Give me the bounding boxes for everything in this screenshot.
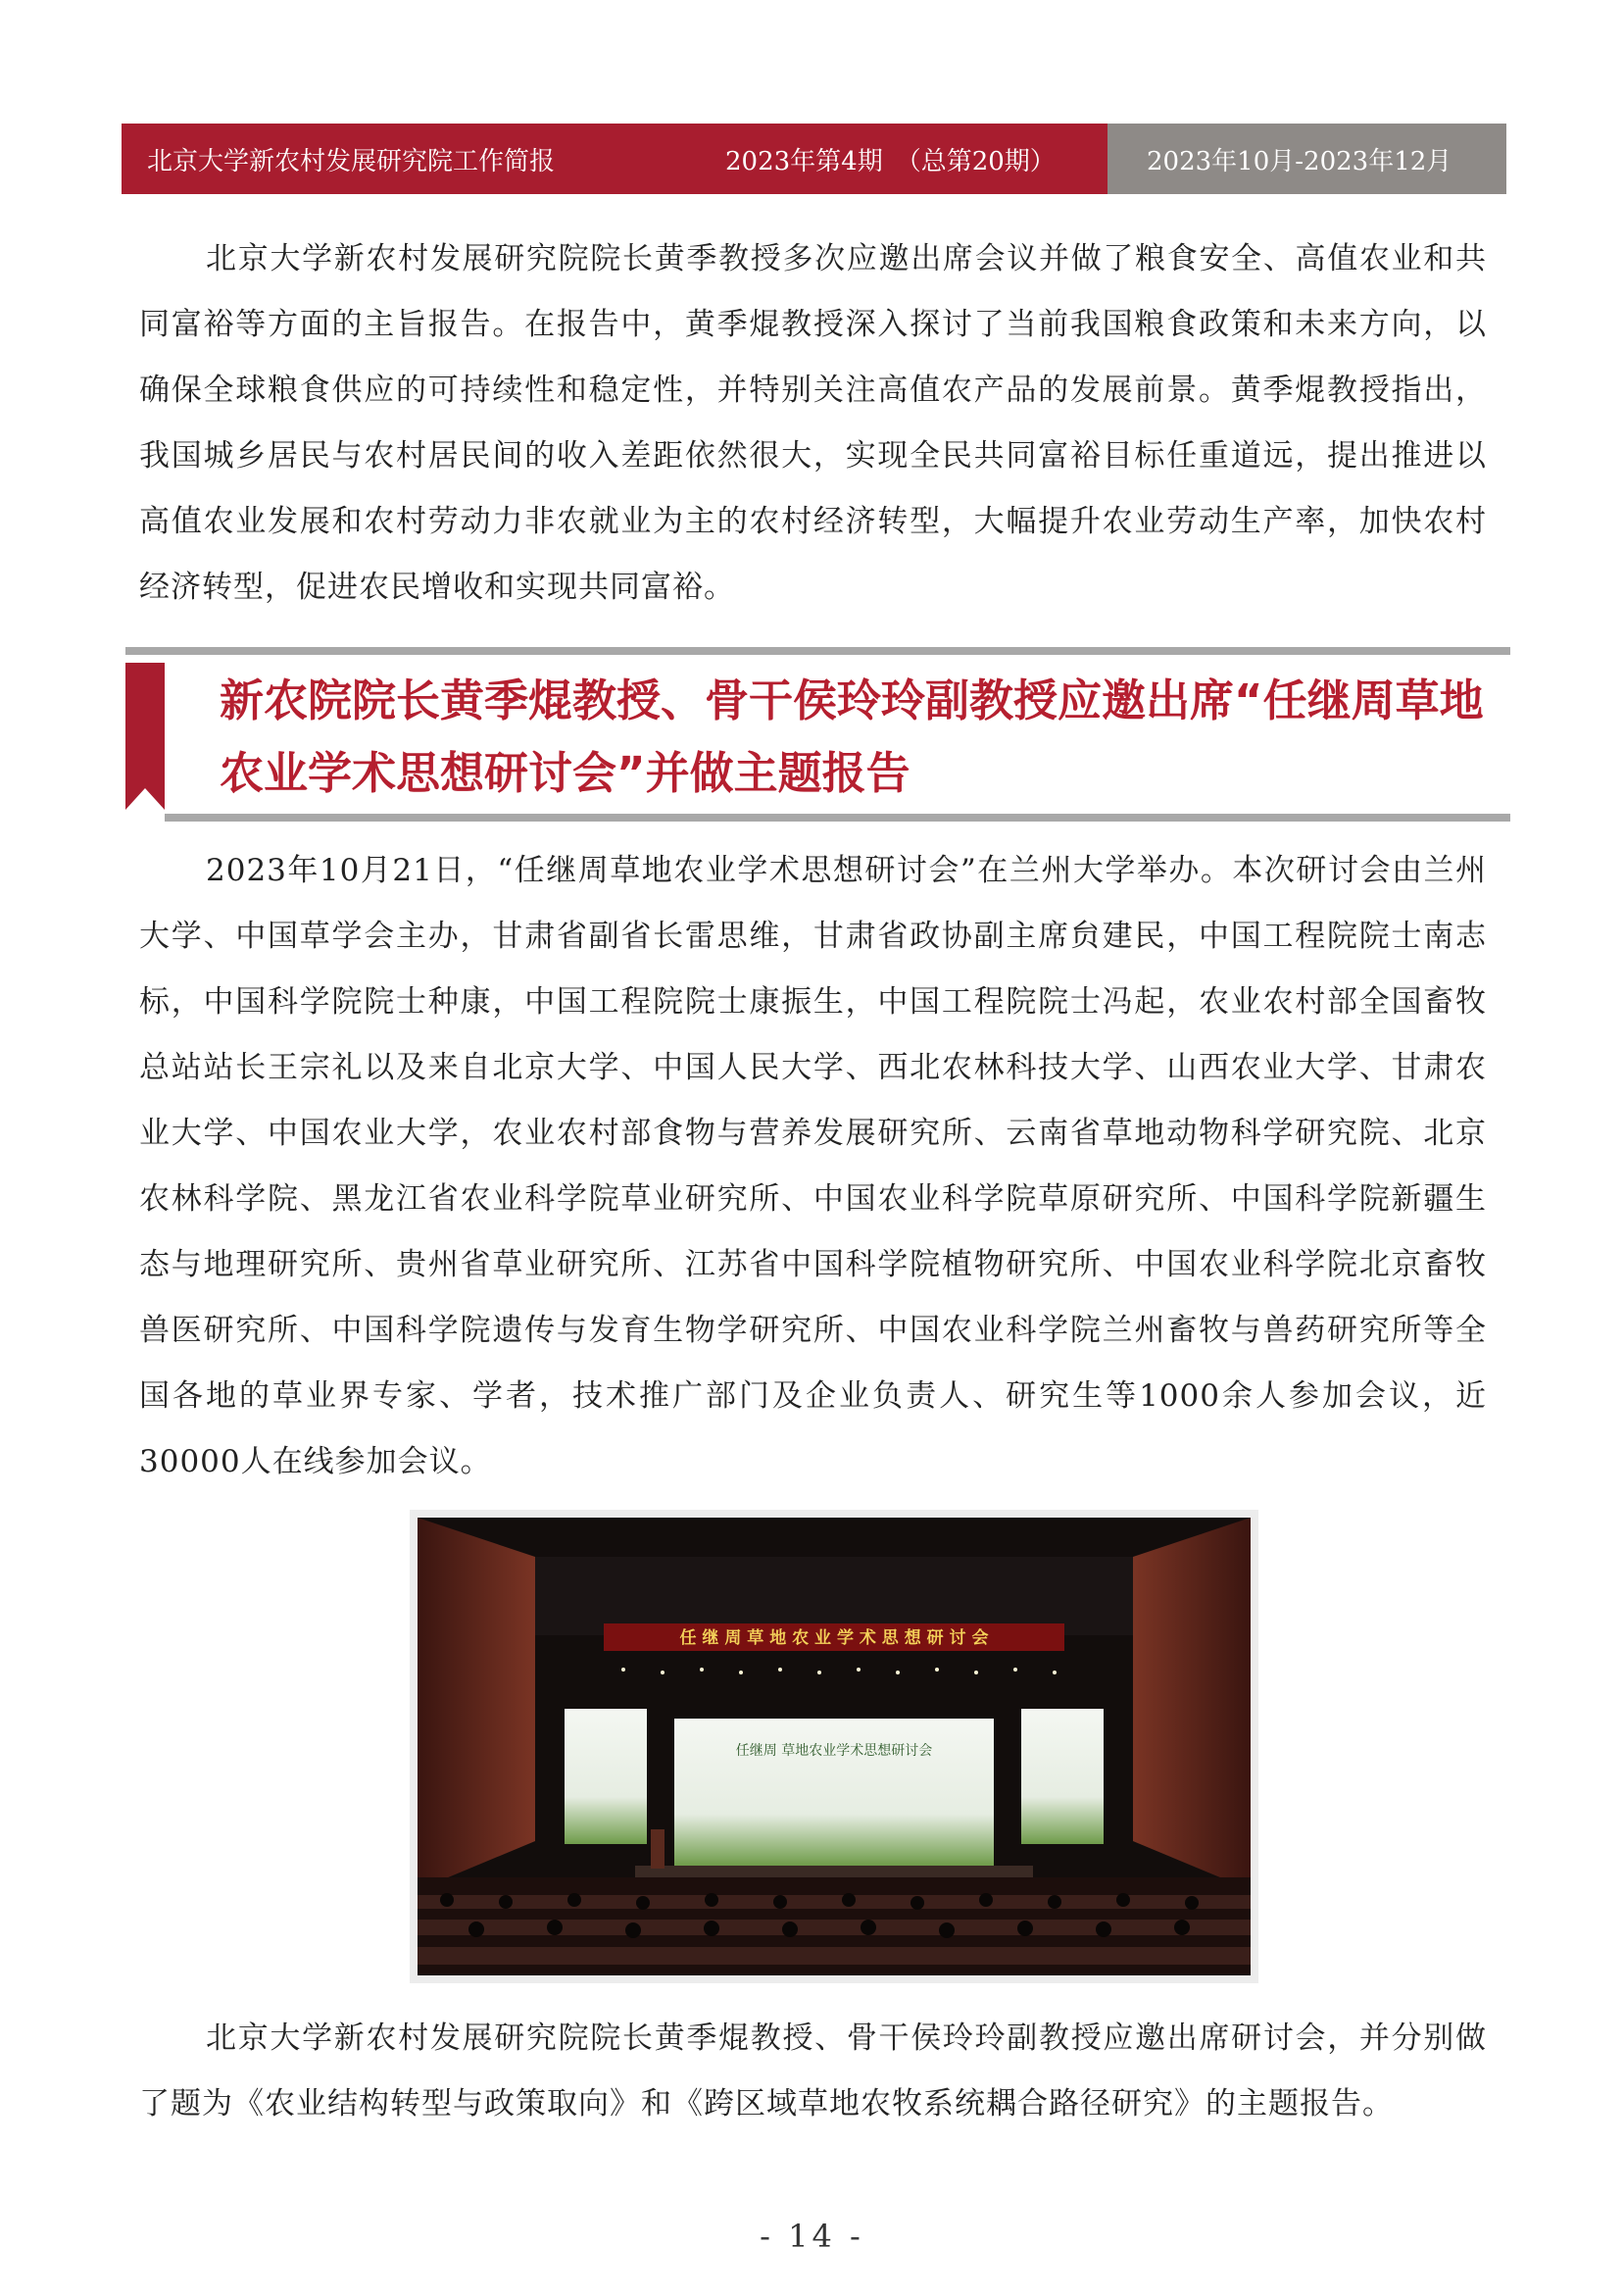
section-title-line-2: 农业学术思想研讨会”并做主题报告 [220, 747, 910, 799]
main-screen-title: 任继周 草地农业学术思想研讨会 [735, 1743, 933, 1759]
section-heading [125, 647, 1510, 828]
podium [651, 1829, 664, 1869]
heading-ribbon-icon [125, 663, 165, 810]
auditorium-stage-illustration [418, 1518, 1251, 1975]
page-number: - 14 - [760, 2218, 864, 2255]
main-screen [674, 1719, 994, 1866]
heading-bottom-rule [165, 814, 1510, 822]
section-title [220, 665, 1494, 810]
issue-number: 2023年第4期 （总第20期） [725, 146, 1056, 176]
body-paragraph-3: 北京大学新农村发展研究院院长黄季焜教授、骨干侯玲玲副教授应邀出席研讨会，并分别做了题为《农业结构转型与政策取向》和《跨区域草地农牧系统耦合路径研究》的主题报告。 [139, 2021, 1487, 2121]
left-side-screen [565, 1709, 647, 1844]
issue-period: 2023年10月-2023年12月 [1147, 146, 1452, 176]
body-paragraph-1: 北京大学新农村发展研究院院长黄季教授多次应邀出席会议并做了粮食安全、高值农业和共同富裕等方面的主旨报告。在报告中，黄季焜教授深入探讨了当前我国粮食政策和未来方向，以确保全球粮食供应的可持续性和稳定性，并特别关注高值农产品的发展前景。黄季焜教授指出，我国城乡居民与农村居民间的收入差距依然很大，实现全民共同富裕目标任重道远，提出推进以高值农业发展和农村劳动力非农就业为主的农村经济转型，大幅提升农业劳动生产率，加快农村经济转型，促进农民增收和实现共同富裕。 [139, 241, 1487, 605]
header-gray-band [1107, 124, 1506, 194]
publication-name: 北京大学新农村发展研究院工作简报 [147, 146, 556, 176]
section-title-line-1: 新农院院长黄季焜教授、骨干侯玲玲副教授应邀出席“任继周草地 [220, 674, 1484, 726]
stage-banner-text: 任 继 周 草 地 农 业 学 术 思 想 研 讨 会 [679, 1628, 989, 1648]
heading-top-rule [125, 647, 1510, 655]
right-side-screen [1021, 1709, 1104, 1844]
conference-photo [410, 1510, 1258, 1983]
body-paragraph-2: 2023年10月21日，“任继周草地农业学术思想研讨会”在兰州大学举办。本次研讨会由兰州大学、中国草学会主办，甘肃省副省长雷思维，甘肃省政协副主席贠建民，中国工程院院士南志标，中国科学院院士种康，中国工程院院士康振生，中国工程院院士冯起，农业农村部全国畜牧总站站长王宗礼以及来自北京大学、中国人民大学、西北农林科技大学、山西农业大学、甘肃农业大学、中国农业大学，农业农村部食物与营养发展研究所、云南省草地动物科学研究院、北京农林科学院、黑龙江省农业科学院草业研究所、中国农业科学院草原研究所、中国科学院新疆生态与地理研究所、贵州省草业研究所、江苏省中国科学院植物研究所、中国农业科学院北京畜牧兽医研究所、中国科学院遗传与发育生物学研究所、中国农业科学院兰州畜牧与兽药研究所等全国各地的草业界专家、学者，技术推广部门及企业负责人、研究生等1000余人参加会议，近30000人在线参加会议。 [139, 853, 1487, 1479]
page-header [122, 124, 1506, 194]
header-red-band [122, 124, 1107, 194]
